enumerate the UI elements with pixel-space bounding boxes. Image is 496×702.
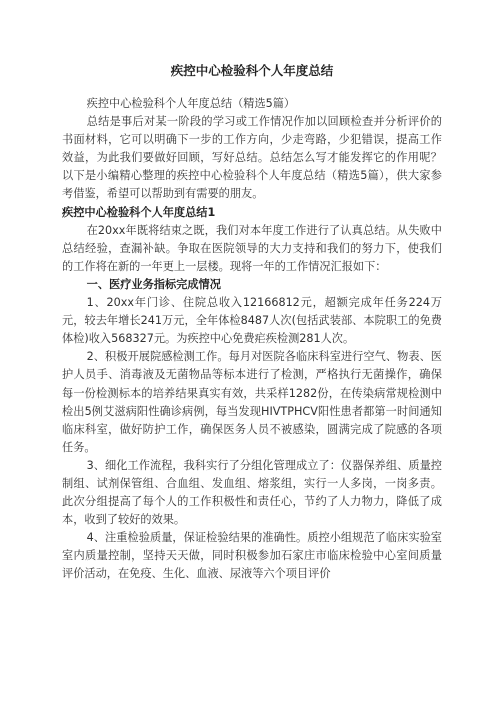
- subheading-medical-indicators: 一、医疗业务指标完成情况: [86, 277, 221, 291]
- paragraph-item-3: 3、细化工作流程，我科实行了分组化管理成立了：仪器保养组、质量控制组、试剂保管组、合血组、发血组、熔浆组，实行一人多岗，一岗多责。此次分组提高了每个人的工作积极性和责任心，节约了人力物力，降低了成本，收到了较好的效果。: [62, 458, 442, 527]
- paragraph-item-4: 4、注重检验质量，保证检验结果的准确性。质控小组规范了临床实验室室内质量控制，坚持天天做，同时积极参加石家庄市临床检验中心室间质量评价活动，在免疫、生化、血液、尿液等六个项目评价: [62, 531, 442, 581]
- paragraph-intro: 总结是事后对某一阶段的学习或工作情况作加以回顾检查并分析评价的书面材料，它可以明确下一步的工作方向，少走弯路，少犯错误，提高工作效益，为此我们要做好回顾，写好总结。总结怎么写才能发挥它的作用呢？以下是小编精心整理的疾控中心检验科个人年度总结（精选5篇），供大家参考借鉴，希望可以帮助到有需要的朋友。: [62, 115, 442, 201]
- paragraph-item-2: 2、积极开展院感检测工作。每月对医院各临床科室进行空气、物表、医护人员手、消毒液及无菌物品等标本进行了检测，严格执行无菌操作，确保每一份检测标本的培养结果真实有效，共采样1282份，在传染病常规检测中检出5例艾滋病阳性确诊病例，每当发现HIVTPHCV阳性患者都第一时间通知临床科室，做好防护工作，确保医务人员不被感染，圆满完成了院感的各项任务。: [62, 350, 442, 454]
- paragraph-summary-opening: 在20xx年既将结束之既，我们对本年度工作进行了认真总结。从失败中总结经验，查漏补缺。争取在医院领导的大力支持和我们的努力下，使我们的工作将在新的一年更上一层楼。现将一年的工作情况汇报如下：: [62, 223, 442, 273]
- paragraph-subtitle: 疾控中心检验科个人年度总结（精选5篇）: [86, 97, 296, 110]
- paragraph-item-1: 1、20xx年门诊、住院总收入12166812元，超额完成年任务224万元，较去年增长241万元，全年体检8487人次(包括武装部、本院职工的免费体检)收入568327元。为疾控中心免费疟疾检测281人次。: [62, 296, 442, 346]
- section-heading-summary-1: 疾控中心检验科个人年度总结1: [62, 205, 216, 219]
- document-title: 疾控中心检验科个人年度总结: [170, 63, 334, 78]
